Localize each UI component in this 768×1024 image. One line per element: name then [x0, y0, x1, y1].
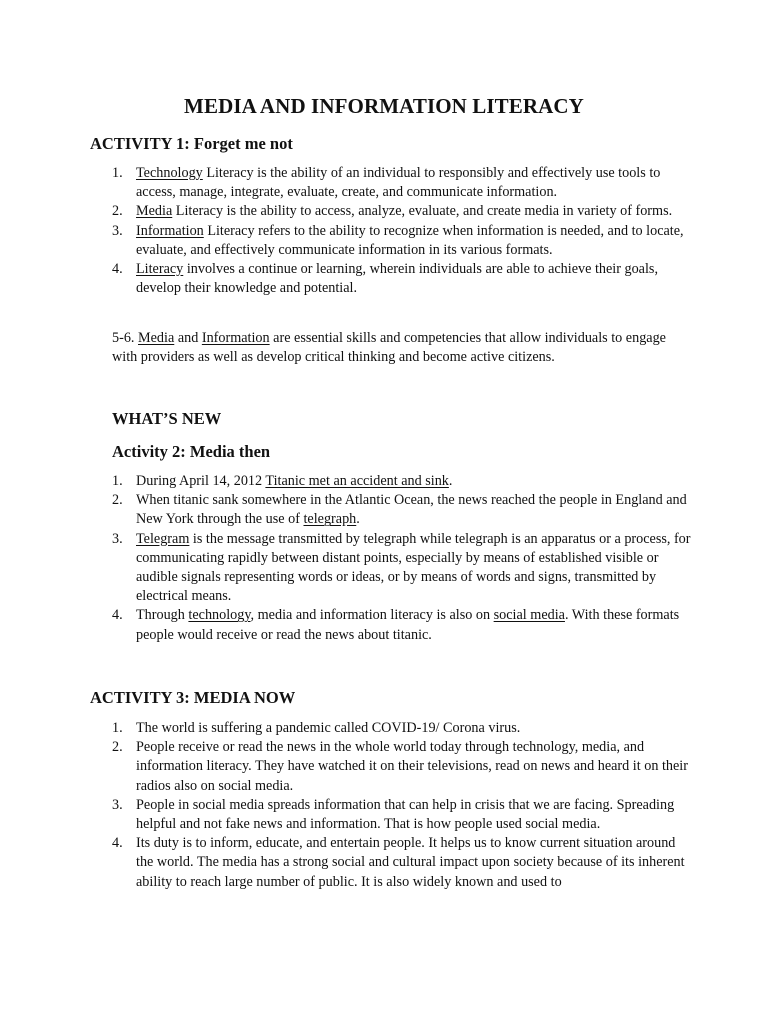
list-item [112, 202, 692, 221]
list-item [112, 834, 692, 892]
answer-underlined: Technology [136, 165, 203, 181]
list-item [112, 491, 692, 529]
item-text: are essential skills and competencies that allow individuals to engage with providers as well as develop critical thinking and become active citizens. [112, 330, 666, 366]
list-item [112, 738, 692, 796]
item-number: 3. [112, 222, 123, 239]
list-item [112, 719, 692, 738]
activity2-list [112, 472, 692, 645]
item-number: 1. [112, 165, 123, 181]
whats-new-heading: WHAT’S NEW [112, 409, 222, 428]
page-title: MEDIA AND INFORMATION LITERACY [184, 94, 584, 118]
item-number: 3. [112, 530, 123, 547]
item-number: 2. [112, 203, 123, 220]
item-text: Through [136, 607, 189, 624]
activity1-closing-paragraph [112, 329, 692, 367]
list-item [112, 796, 692, 834]
item-text: . With these formats people would receive or read the news about titanic. [136, 607, 680, 643]
answer-underlined: Information [136, 222, 204, 239]
answer-underlined: Telegram [136, 530, 190, 547]
item-number: 4. [112, 835, 123, 852]
item-text: People in social media spreads information that can help in crisis that we are facing. Spreading helpful and not fake news and information. That is how people used social media. [136, 796, 675, 833]
item-number: 1. [112, 720, 123, 736]
list-item [112, 260, 692, 298]
item-number: 2. [112, 492, 123, 509]
item-text: Literacy is the ability of an individual to responsibly and effectively use tools to access, manage, integrate, evaluate, create, and communicate information. [136, 165, 661, 201]
item-number: 2. [112, 739, 123, 756]
item-number: 4. [112, 607, 123, 624]
item-text: The world is suffering a pandemic called COVID-19/ Corona virus. [136, 720, 521, 736]
list-item [112, 530, 692, 607]
item-text: . [356, 511, 360, 528]
answer-underlined: Literacy [136, 261, 184, 278]
item-number: 1. [112, 473, 123, 489]
answer-underlined: telegraph [303, 511, 357, 528]
item-text: People receive or read the news in the whole world today through technology, media, and information literacy. They have watched it on their televisions, read on news and heard it on their radios also on social media. [136, 739, 688, 794]
item-number: 5-6. [112, 330, 139, 346]
answer-underlined: technology [188, 607, 251, 624]
answer-underlined: Information [201, 330, 270, 346]
answer-underlined: Titanic met an accident and sink [265, 473, 449, 489]
item-text: During April 14, 2012 [136, 473, 266, 489]
activity3-list [112, 719, 692, 892]
item-text: is the message transmitted by telegraph while telegraph is an apparatus or a process, for communicating rapidly between distant points, especially by means of established visible or audible signals representing words or ideas, or by means of words and signs, transmitted by electrical means. [136, 530, 691, 605]
activity1-heading: ACTIVITY 1: Forget me not [90, 134, 293, 153]
list-item [112, 164, 692, 202]
item-text: When titanic sank somewhere in the Atlantic Ocean, the news reached the people in England and New York through the use of [136, 492, 687, 528]
activity3-heading: ACTIVITY 3: MEDIA NOW [90, 688, 296, 707]
item-text: Literacy refers to the ability to recognize when information is needed, and to locate, evaluate, and effectively communicate information in its various formats. [136, 222, 684, 258]
list-item [112, 222, 692, 260]
item-text: Literacy is the ability to access, analyze, evaluate, and create media in variety of forms. [172, 203, 673, 220]
item-number: 4. [112, 261, 123, 278]
activity2-heading: Activity 2: Media then [112, 442, 271, 461]
list-item [112, 606, 692, 644]
activity1-list [112, 164, 692, 298]
item-text: involves a continue or learning, wherein individuals are able to achieve their goals, develop their knowledge and potential. [136, 261, 658, 297]
answer-underlined: Media [138, 330, 175, 346]
item-text: and [174, 330, 202, 346]
item-text: . [448, 473, 453, 489]
answer-underlined: Media [136, 203, 173, 220]
list-item [112, 472, 692, 491]
item-text: , media and information literacy is also on [250, 607, 494, 624]
answer-underlined: social media [493, 607, 565, 624]
item-number: 3. [112, 796, 123, 813]
item-text: Its duty is to inform, educate, and entertain people. It helps us to know current situation around the world. The media has a strong social and cultural impact upon society because of its inherent ability to reach large number of public. It is also widely known and used to [136, 835, 685, 890]
